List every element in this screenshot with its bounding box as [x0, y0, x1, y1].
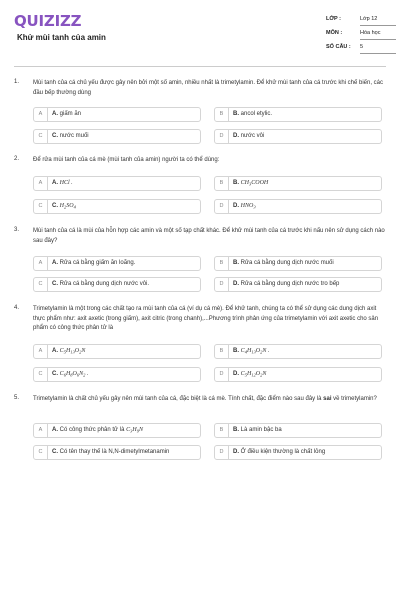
question-text: Mùi tanh của cá chủ yếu được gây nên bởi một số amin, nhiều nhất là trimetylamin. Để khử mùi tanh của cá trước khi chế biến, các đầu bếp thường dùng	[33, 80, 384, 96]
option-a[interactable]	[33, 256, 201, 271]
option-text: C. Có tên thay thế là N,N-dimetylmetanamin	[52, 449, 170, 455]
option-b[interactable]	[214, 256, 382, 271]
option-text: B. Là amin bậc ba	[233, 427, 282, 433]
option-text: B. ancol etylic.	[233, 111, 273, 117]
meta-value: 5	[360, 44, 364, 50]
option-a[interactable]	[33, 176, 201, 191]
option-letter: D	[215, 130, 229, 144]
option-text: C. Rửa cá bằng dung dịch nước vôi.	[52, 281, 150, 287]
option-a[interactable]	[33, 344, 201, 359]
question-number: 4.	[14, 305, 20, 311]
option-text: A. HCl .	[52, 180, 73, 186]
question-number: 2.	[14, 156, 20, 162]
option-letter: A	[34, 345, 48, 359]
option-d[interactable]	[214, 199, 382, 214]
question-text: Mùi tanh của cá là mùi của hỗn hợp các amin và một số tạp chất khác. Để khử mùi tanh của cá trước khi nấu nên sử dụng cách nào sau đây?	[33, 228, 385, 244]
question-text: Trimetylamin là một trong các chất tạo ra mùi tanh của cá (ví dụ cá mè). Để khử tanh, chúng ta có thể sử dụng các dung dịch axit thực phẩm như: axit axetic (trong giấm), axit citric (trong chanh),...Phương trình phản ứng của trimetylamin với axit axetic cho sản phẩm có công thức phân tử là	[33, 306, 379, 331]
option-a[interactable]	[33, 423, 201, 438]
question-number: 5.	[14, 395, 20, 401]
meta-label: MÔN :	[326, 30, 343, 36]
option-letter: C	[34, 278, 48, 292]
option-c[interactable]	[33, 199, 201, 214]
option-text: C. $H_2SO_4$	[52, 203, 76, 210]
option-letter: A	[34, 108, 48, 122]
header-divider	[14, 66, 386, 67]
option-text: D. $HNO_3$	[233, 203, 256, 210]
option-b[interactable]	[214, 107, 382, 122]
option-text: B. Rửa cá bằng dung dịch nước muối	[233, 260, 334, 266]
meta-underline	[360, 25, 396, 26]
option-letter: D	[215, 278, 229, 292]
option-d[interactable]	[214, 445, 382, 460]
option-a[interactable]	[33, 107, 201, 122]
option-letter: C	[34, 200, 48, 214]
option-text: A. Có công thức phân tử là $C_3H_9N$	[52, 427, 143, 434]
question-text: Để rửa mùi tanh của cá mè (mùi tanh của amin) người ta có thể dùng:	[33, 157, 220, 163]
option-letter: A	[34, 177, 48, 191]
quizizz-logo[interactable]: QUIZIZZ	[14, 12, 82, 30]
option-text: B. $CH_3COOH$	[233, 180, 269, 187]
option-letter: B	[215, 345, 229, 359]
option-d[interactable]	[214, 129, 382, 144]
option-letter: C	[34, 368, 48, 382]
option-c[interactable]	[33, 129, 201, 144]
option-text: D. Ở điều kiện thường là chất lỏng	[233, 449, 326, 455]
option-d[interactable]	[214, 277, 382, 292]
meta-row-grade	[326, 14, 396, 28]
option-letter: D	[215, 200, 229, 214]
option-text: A. Rửa cá bằng giấm ăn loãng.	[52, 260, 136, 266]
option-b[interactable]	[214, 176, 382, 191]
option-text: B. $C_4H_{13}O_2N$ .	[233, 348, 270, 355]
question-number: 1.	[14, 79, 20, 85]
question-text: Trimetylamin là chất chủ yếu gây nên mùi tanh của cá, đặc biệt là cá mè. Tính chất, đặc điểm nào sau đây là sai về trimetylamin?	[33, 396, 377, 402]
option-text: D. $C_5H_{12}O_2N$	[233, 371, 267, 378]
worksheet-header	[0, 0, 400, 66]
option-b[interactable]	[214, 344, 382, 359]
option-letter: B	[215, 257, 229, 271]
option-letter: A	[34, 257, 48, 271]
meta-label: SỐ CÂU :	[326, 44, 351, 50]
option-letter: B	[215, 108, 229, 122]
option-c[interactable]	[33, 367, 201, 382]
option-text: C. nước muối	[52, 133, 89, 139]
option-letter: C	[34, 130, 48, 144]
meta-row-subject	[326, 28, 396, 42]
option-letter: A	[34, 424, 48, 438]
meta-row-count	[326, 42, 396, 56]
option-c[interactable]	[33, 277, 201, 292]
meta-underline	[360, 53, 396, 54]
option-text: A. $C_5H_{13}O_2N$	[52, 348, 86, 355]
meta-value: Lớp 12	[360, 16, 378, 22]
option-text: D. nước vôi	[233, 133, 265, 139]
option-text: C. $C_6H_8O_6N_2$ .	[52, 371, 89, 378]
emphasis-wrong: sai	[323, 396, 332, 402]
meta-value: Hóa học	[360, 30, 381, 36]
option-c[interactable]	[33, 445, 201, 460]
option-letter: D	[215, 446, 229, 460]
option-b[interactable]	[214, 423, 382, 438]
option-letter: B	[215, 177, 229, 191]
option-letter: C	[34, 446, 48, 460]
quiz-meta	[326, 14, 396, 56]
question-number: 3.	[14, 227, 20, 233]
option-d[interactable]	[214, 367, 382, 382]
quiz-title: Khử mùi tanh của amin	[17, 33, 106, 42]
option-letter: D	[215, 368, 229, 382]
option-text: D. Rửa cá bằng dung dịch nước tro bếp	[233, 281, 340, 287]
meta-label: LỚP :	[326, 16, 341, 22]
option-letter: B	[215, 424, 229, 438]
meta-underline	[360, 39, 396, 40]
option-text: A. giấm ăn	[52, 111, 82, 117]
